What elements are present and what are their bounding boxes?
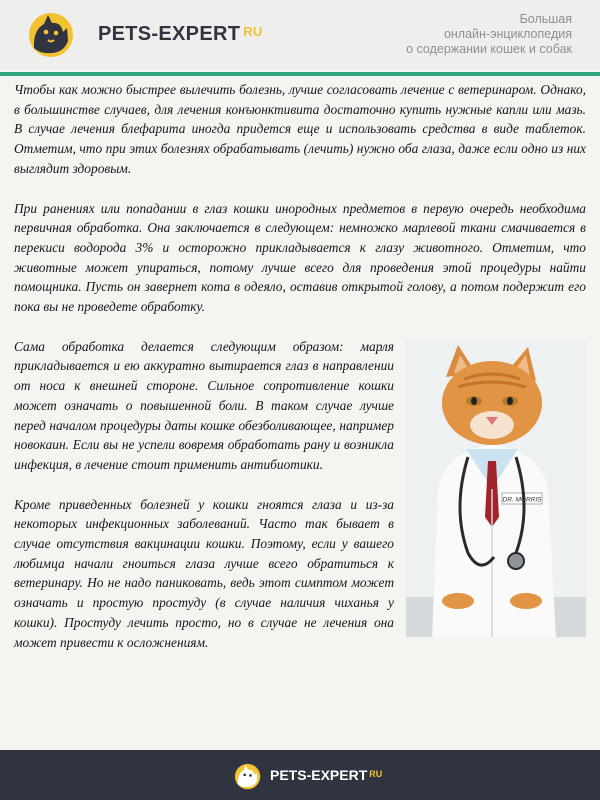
footer-logo[interactable]	[232, 761, 262, 791]
article-paragraph: Чтобы как можно быстрее вылечить болезнь, лучше согласовать лечение с ветеринаром. Однако, в большинстве случаев, для лечения конъюнктивита достаточно купить нужные капли или мазь. В случае лечения блефарита иногда придется еще и использовать средства в виде таблеток. Отметим, что при этих болезнях обрабатывать (лечить) нужно оба глаза, даже если одно из них выглядит здоровым.	[14, 82, 586, 176]
tagline-line: онлайн-энциклопедия	[443, 27, 572, 41]
site-footer	[0, 750, 600, 800]
article-paragraph: При ранениях или попадании в глаз кошки инородных предметов в первую очередь необходима первичная обработка. Она заключается в следующем: немножко марлевой ткани смачивается в перекиси водорода 3% и осторожно прикладывается к глазу животного. Отметим, что животные может упираться, потому лучше всего для проведения этой процедуры найти помощника. Пусть он завернет кота в одеяло, оставив открытой голову, а потом подержит его пока вы не проведете обработку.	[14, 200, 586, 315]
brand-name[interactable]: PETS-EXPERT $^{RU}$	[98, 23, 263, 45]
footer-brand-name[interactable]: PETS-EXPERT $^{RU}$	[270, 767, 383, 783]
article-paragraph: Кроме приведенных болезней у кошки гноятся глаза и из-за некоторых инфекционных заболеваний. Часто так бывает в случае отсутствия вакцинации кошки. Поэтому, если у вашего любимца начали гноиться глаза лучше всего обратиться к ветеринару. Но не надо паниковать, ведь этот симптом может означать и простую простуду (в случае наличия чиханья у кошки). Простуду лечить просто, но в случае не лечения она может привести к осложнениям.	[14, 496, 394, 650]
pets-logo-icon	[24, 8, 76, 60]
article-body	[14, 80, 586, 652]
cat-doctor-image	[406, 339, 586, 637]
site-tagline	[406, 12, 572, 57]
cat-doctor-illustration	[406, 339, 586, 637]
header-divider	[0, 72, 600, 76]
article-paragraph: Сама обработка делается следующим образом: марля прикладывается и ею аккуратно вытирается глаз в направлении от носа к внешней стороне. Сильное сопротивление кошки может означать о повышенной боли. В таком случае лучше перед началом процедуры даты кошке обезболивающее, например новокаин. Если вы не успели вовремя обработать рану и возникла инфекция, в лечение стоит применить антибиотики.	[14, 338, 394, 472]
site-header	[0, 0, 600, 70]
name-badge: DR. MORRIS	[502, 496, 542, 504]
tagline-line: Большая	[519, 12, 572, 26]
pets-logo-icon	[232, 761, 262, 791]
site-logo[interactable]	[24, 8, 76, 60]
tagline-line: о содержании кошек и собак	[406, 42, 572, 56]
